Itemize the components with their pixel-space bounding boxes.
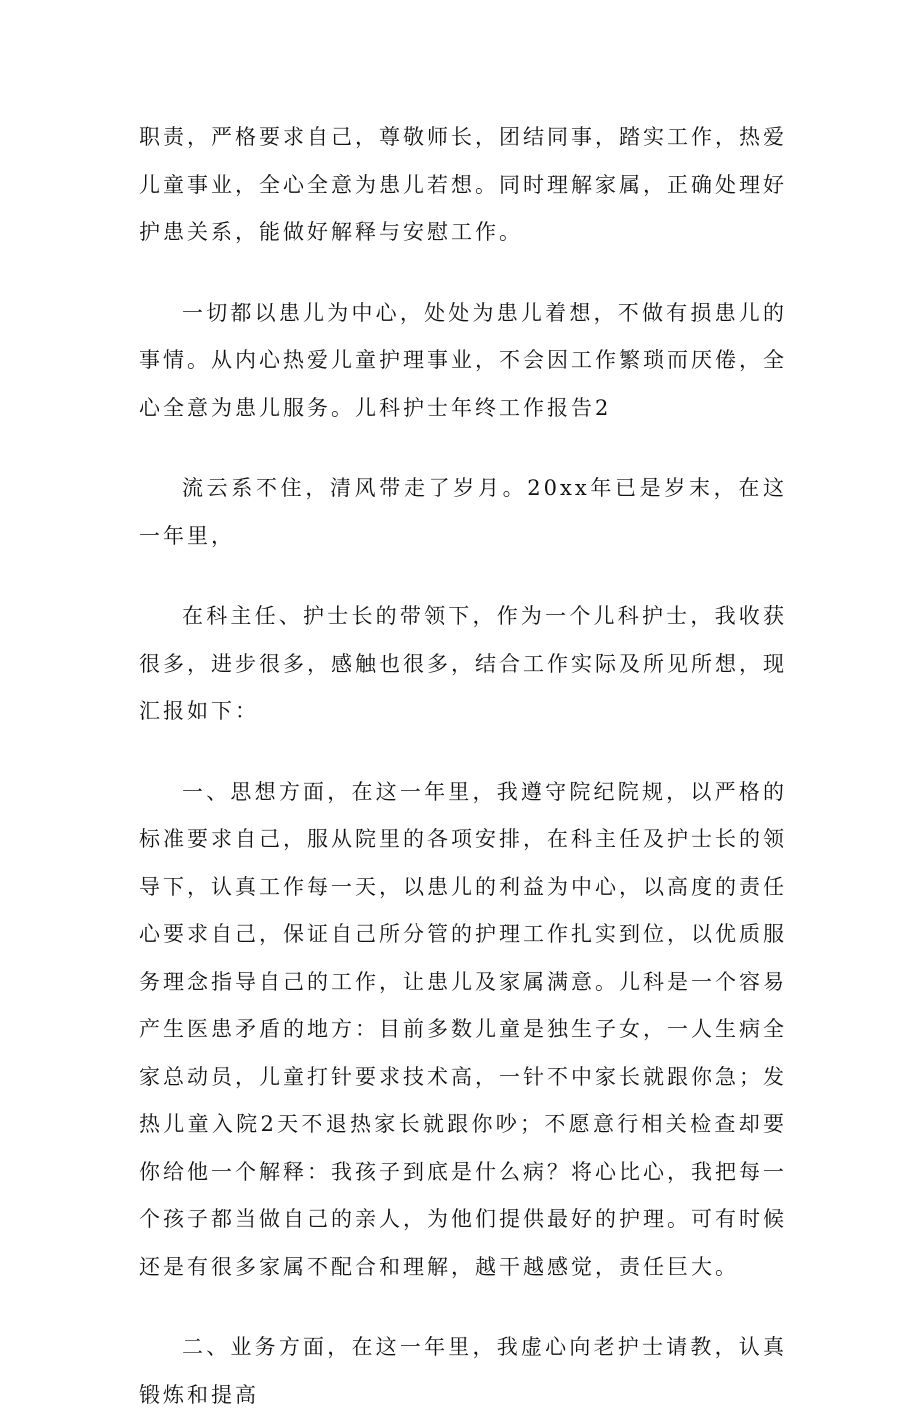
paragraph-patient-centered: 一切都以患儿为中心，处处为患儿着想，不做有损患儿的事情。从内心热爱儿童护理事业，不会因工作繁琐而厌倦，全心全意为患儿服务。儿科护士年终工作报告2 bbox=[139, 300, 787, 420]
paragraph-duty: 职责，严格要求自己，尊敬师长，团结同事，踏实工作，热爱儿童事业，全心全意为患儿若想。同时理解家属，正确处理好护患关系，能做好解释与安慰工作。 bbox=[139, 125, 787, 244]
paragraph-year-end-intro: 流云系不住，清风带走了岁月。20xx年已是岁末，在这一年里， bbox=[139, 476, 787, 548]
paragraph-ideology: 一、思想方面，在这一年里，我遵守院纪院规，以严格的标准要求自己，服从院里的各项安排，在科主任及护士长的领导下，认真工作每一天，以患儿的利益为中心，以高度的责任心要求自己，保证自己所分管的护理工作扎实到位，以优质服务理念指导自己的工作，让患儿及家属满意。儿科是一个容易产生医患矛盾的地方：目前多数儿童是独生子女，一人生病全家总动员，儿童打针要求技术高，一针不中家长就跟你急；发热儿童入院2天不退热家长就跟你吵；不愿意行相关检查却要你给他一个解释：我孩子到底是什么病？将心比心，我把每一个孩子都当做自己的亲人，为他们提供最好的护理。可有时候还是有很多家属不配合和理解，越干越感觉，责任巨大。 bbox=[139, 779, 787, 1279]
paragraph-professional: 二、业务方面，在这一年里，我虚心向老护士请教，认真锻炼和提高 bbox=[139, 1335, 787, 1407]
paragraph-leadership: 在科主任、护士长的带领下，作为一个儿科护士，我收获很多，进步很多，感触也很多，结合工作实际及所见所想，现汇报如下： bbox=[139, 604, 787, 723]
document-body bbox=[139, 114, 787, 1419]
